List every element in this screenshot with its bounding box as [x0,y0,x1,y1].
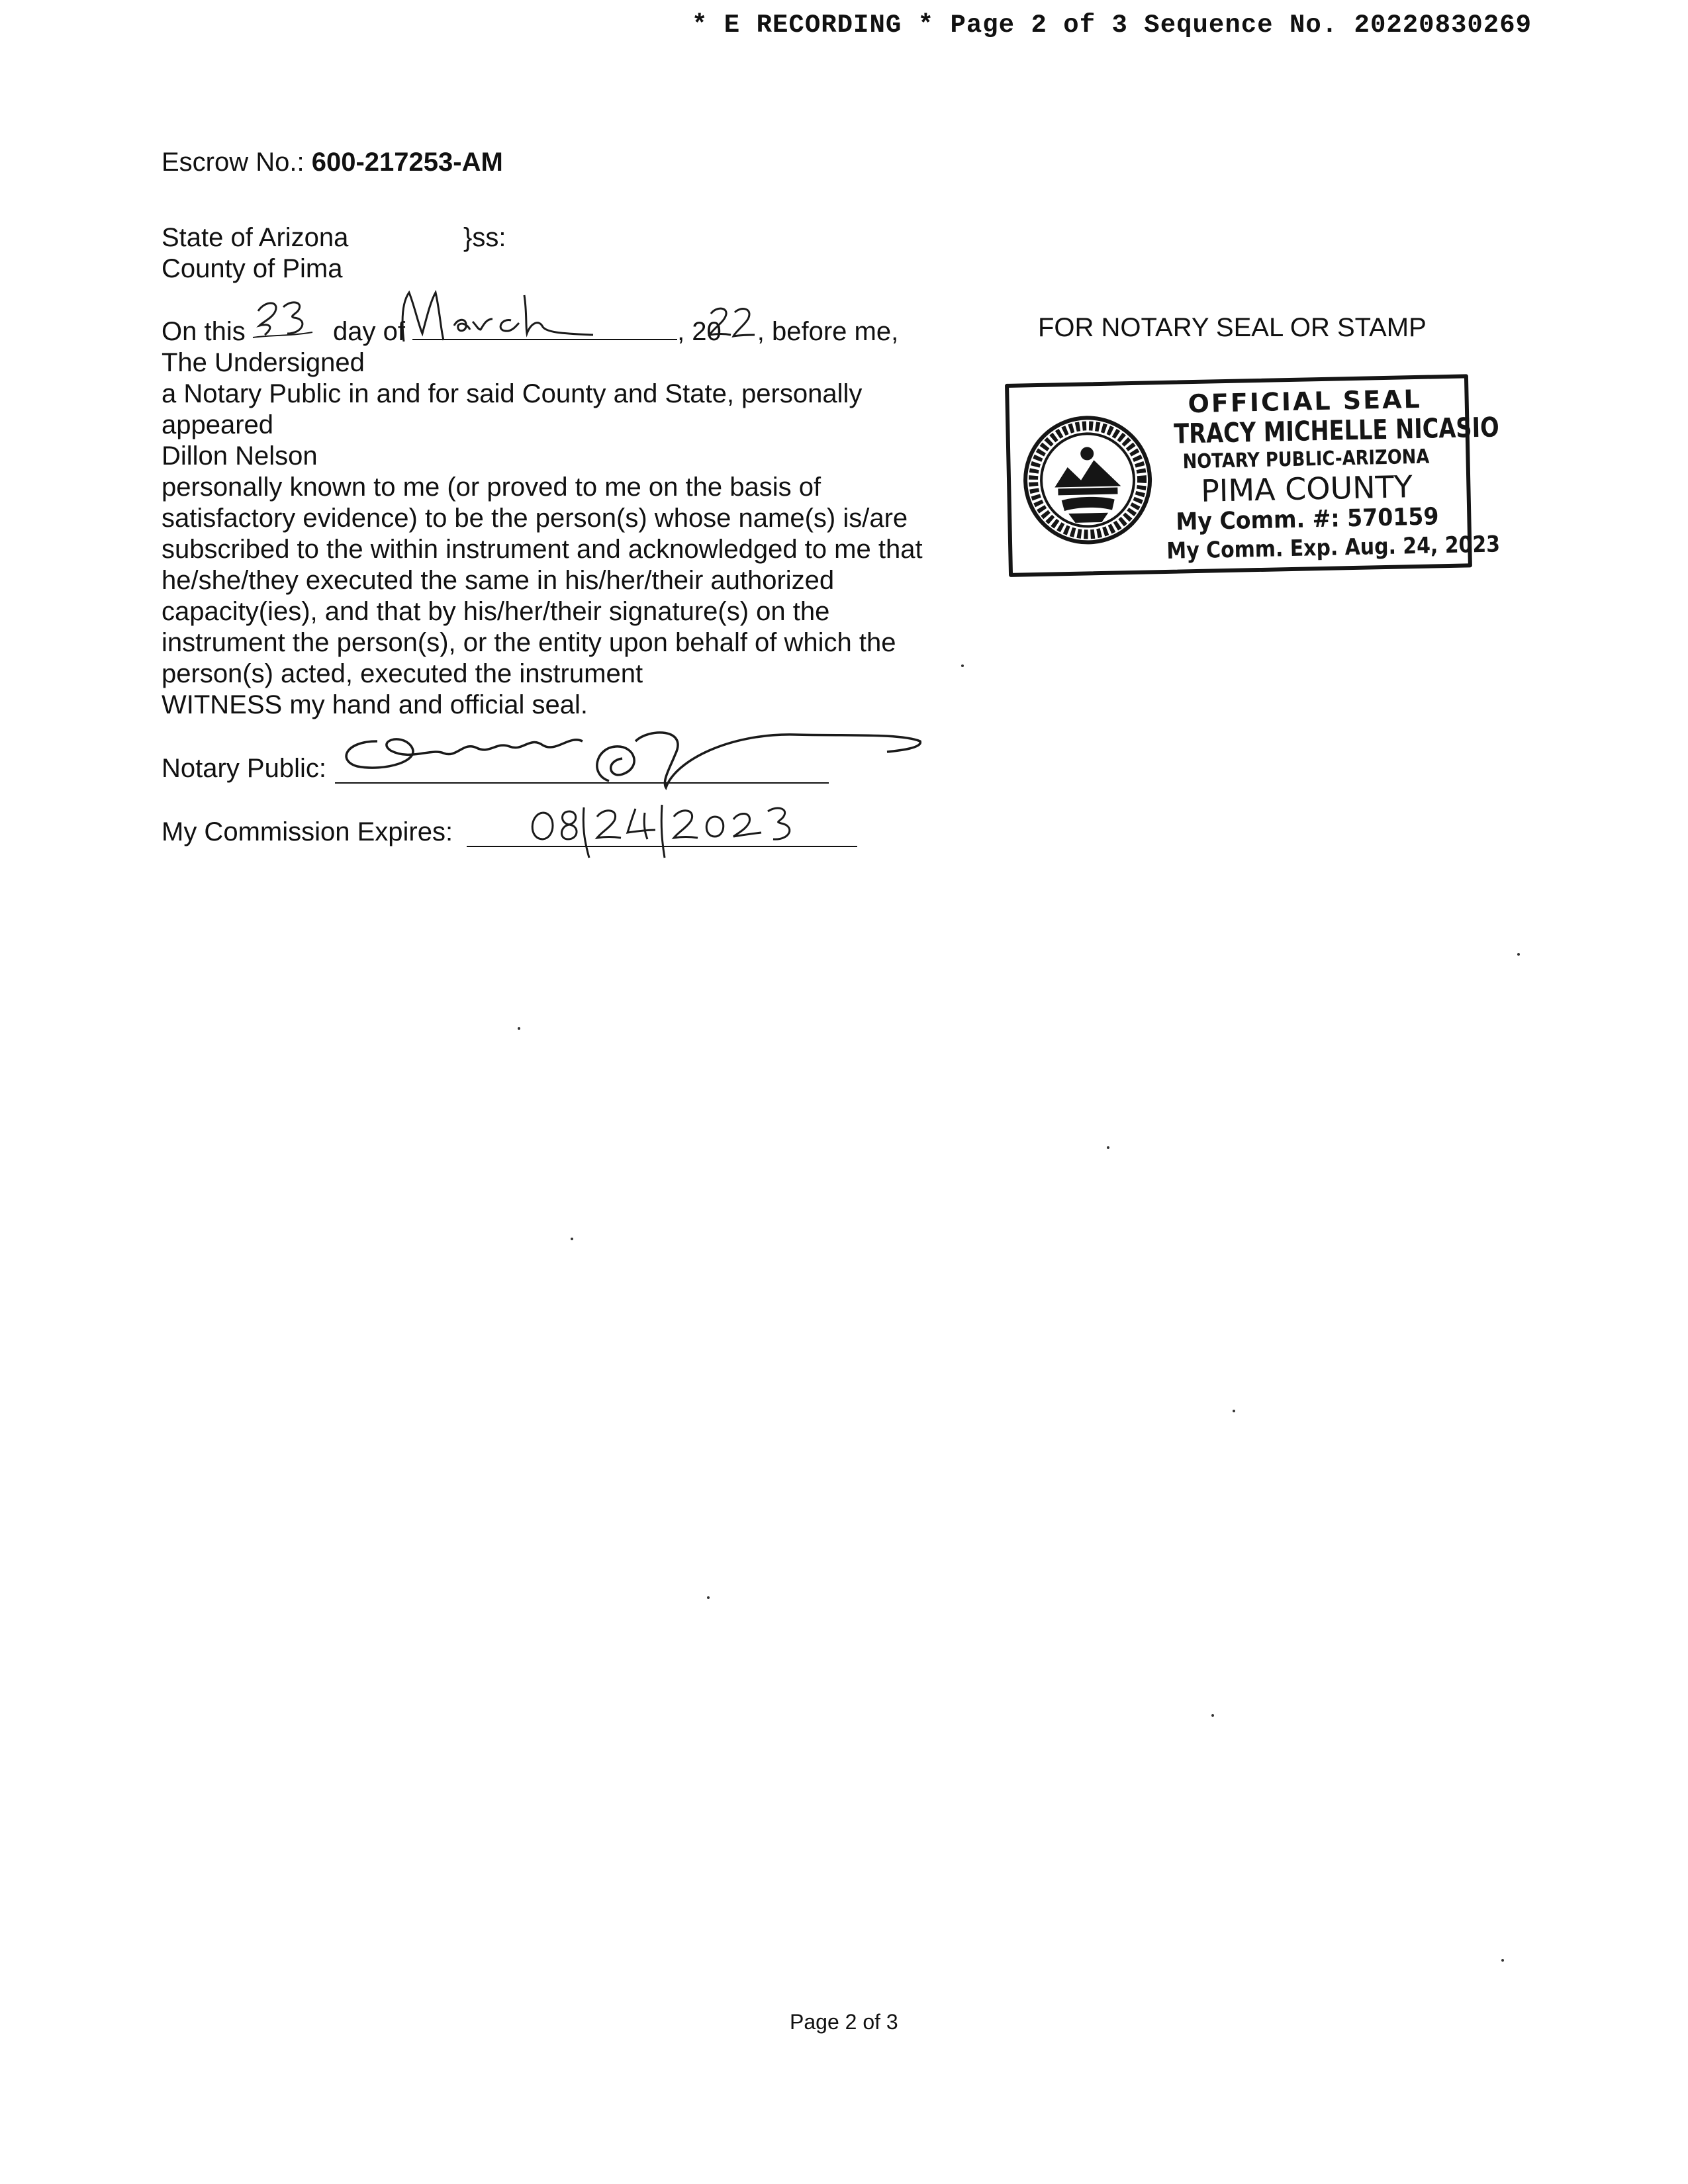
stamp-line: OFFICIAL SEAL [1188,384,1423,419]
notary-signature [331,721,927,794]
escrow-label: Escrow No.: [162,148,305,177]
day-of-text: day of [332,317,405,346]
body-line: satisfactory evidence) to be the person(s) whose name(s) is/are [162,504,908,533]
scan-speck [707,1596,710,1599]
acknowledgment-body [162,347,956,721]
year-prefix-text: , 20 [677,317,722,346]
scan-speck [961,664,964,667]
recording-header: * E RECORDING * Page 2 of 3 Sequence No. 20220830269 [692,11,1532,40]
scan-speck [1501,1959,1504,1962]
body-line: personally known to me (or proved to me on the basis of [162,473,821,502]
body-line: he/she/they executed the same in his/her/their authorized [162,566,835,595]
scan-speck [518,1027,520,1030]
on-this-text: On this [162,317,246,346]
before-me-text: , before me, [757,317,899,346]
escrow-number: 600-217253-AM [311,148,503,177]
page-footer: Page 2 of 3 [790,2010,898,2034]
escrow-line [162,147,503,178]
stamp-line: My Comm. Exp. Aug. 24, 2023 [1166,531,1501,565]
scan-speck [571,1238,573,1240]
handwritten-day [250,296,316,344]
stamp-line: TRACY MICHELLE NICASIO [1173,411,1500,450]
commission-expires-label: My Commission Expires: [162,817,453,846]
stamp-line: PIMA COUNTY [1200,469,1413,509]
stamp-line: My Comm. #: 570159 [1175,503,1439,536]
handwritten-commission-expiry [523,799,821,859]
body-line: appeared [162,410,274,439]
body-line: Dillon Nelson [162,441,318,471]
venue-county: County of Pima [162,254,343,283]
scan-speck [1517,953,1520,956]
body-line: capacity(ies), and that by his/her/their signature(s) on the [162,597,830,626]
body-line: The Undersigned [162,348,365,377]
body-line: person(s) acted, executed the instrument [162,659,643,688]
body-line: WITNESS my hand and official seal. [162,690,588,719]
notary-stamp [1005,374,1501,577]
notary-seal-caption: FOR NOTARY SEAL OR STAMP [1038,313,1427,342]
scan-speck [1211,1714,1214,1717]
body-line: subscribed to the within instrument and acknowledged to me that [162,535,923,564]
scan-speck [1233,1410,1235,1412]
stamp-text [1144,383,1501,565]
venue-ss: }ss: [463,223,506,252]
scan-speck [1107,1146,1109,1149]
arizona-state-seal-icon [1020,412,1155,547]
body-line: a Notary Public in and for said County and State, personally [162,379,863,408]
handwritten-month [395,286,600,347]
venue-state: State of Arizona [162,223,349,252]
body-line: instrument the person(s), or the entity upon behalf of which the [162,628,896,657]
handwritten-year [707,302,757,344]
stamp-line: NOTARY PUBLIC-ARIZONA [1182,445,1430,474]
notary-public-label: Notary Public: [162,754,326,783]
